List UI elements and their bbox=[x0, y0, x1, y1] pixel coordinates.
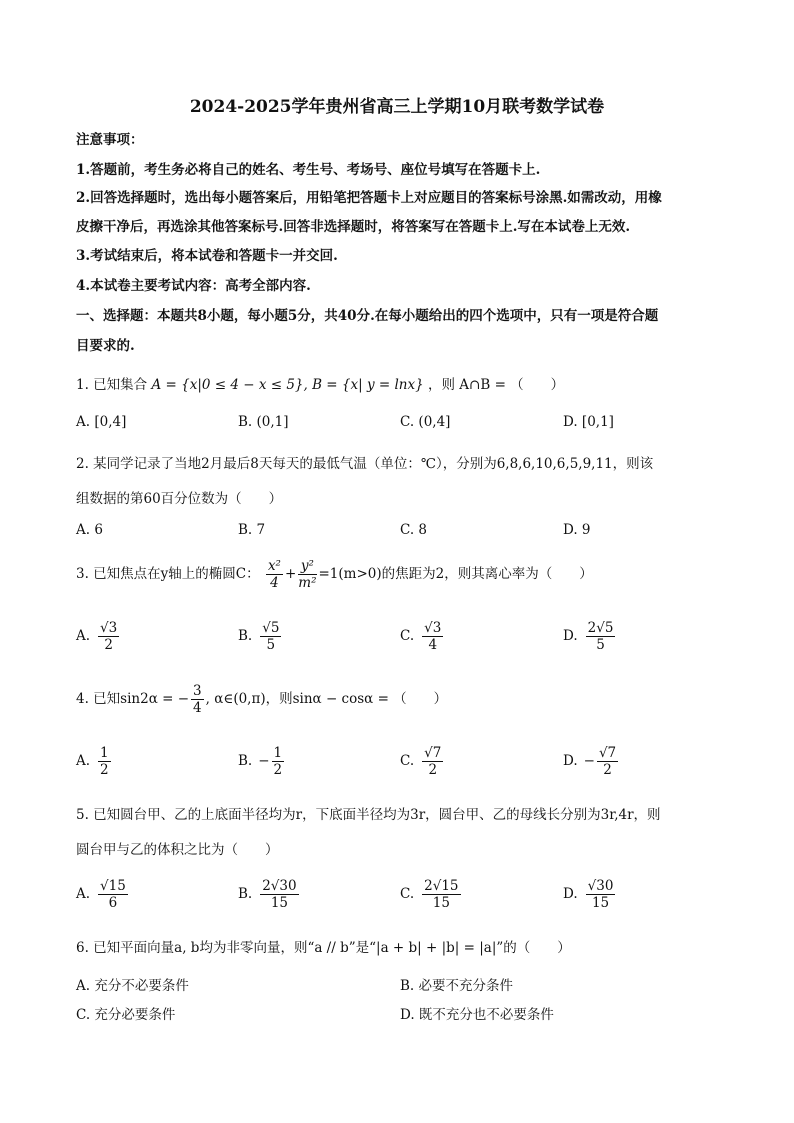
q5-c-den: 15 bbox=[432, 895, 450, 911]
q3-frac-x-den: 4 bbox=[270, 575, 279, 591]
q5-option-a[interactable] bbox=[76, 878, 130, 911]
q3-option-b[interactable] bbox=[238, 620, 283, 653]
q3-d-label: D. bbox=[563, 628, 578, 644]
q5-b-num: 2√30 bbox=[262, 878, 297, 894]
q6-option-c[interactable]: C. 充分必要条件 bbox=[76, 1007, 176, 1023]
question-3-stem: 3. 已知焦点在y轴上的椭圆C： $\frac{\text{x²}}{4}$ + $\frac{\text{y²}}{\text{m²}}$ =1(m>0)的焦距为2，则其离心率为（ ） bbox=[76, 558, 593, 591]
q4-option-b[interactable] bbox=[238, 745, 286, 778]
notice-item-4: 4.本试卷主要考试内容：高考全部内容. bbox=[76, 278, 311, 294]
q4-b-frac bbox=[272, 745, 285, 778]
q2-option-a[interactable]: A. 6 bbox=[76, 522, 103, 538]
q4-c-frac bbox=[422, 745, 443, 778]
notice-item-2-cont: 皮擦干净后，再选涂其他答案标号.回答非选择题时，将答案写在答题卡上.写在本试卷上无效. bbox=[76, 219, 631, 235]
q4-d-den: 2 bbox=[603, 762, 612, 778]
question-2-stem: 2. 某同学记录了当地2月最后8天每天的最低气温（单位：℃），分别为6,8,6,10,6,5,9,11，则该 bbox=[76, 456, 654, 472]
q4-c-label: C. bbox=[400, 753, 415, 769]
question-5-stem: 5. 已知圆台甲、乙的上底面半径均为r，下底面半径均为3r，圆台甲、乙的母线长分别为3r,4r，则 bbox=[76, 807, 661, 823]
q3-b-frac bbox=[260, 620, 281, 653]
q5-option-c[interactable] bbox=[400, 878, 463, 911]
q6-option-d[interactable]: D. 既不充分也不必要条件 bbox=[400, 1007, 554, 1023]
q1-math: A = {x|0 ≤ 4 − x ≤ 5}, B = {x| y = lnx} bbox=[151, 377, 424, 393]
q3-option-c[interactable] bbox=[400, 620, 445, 653]
q3-a-num: √3 bbox=[100, 620, 118, 636]
q6-option-a[interactable]: A. 充分不必要条件 bbox=[76, 978, 189, 994]
q4-b-sign: − bbox=[258, 753, 270, 769]
q4-post: , α∈(0,π)，则sinα − cosα = （ ） bbox=[205, 691, 448, 707]
q5-a-frac bbox=[98, 878, 128, 911]
q4-d-num: √7 bbox=[598, 745, 617, 761]
section-heading-cont: 目要求的. bbox=[76, 338, 135, 354]
q4-d-sign: − bbox=[583, 753, 595, 769]
q6-option-b[interactable]: B. 必要不充分条件 bbox=[400, 978, 514, 994]
q3-frac-y-den: m² bbox=[298, 575, 317, 591]
q4-option-d[interactable] bbox=[563, 745, 620, 778]
notice-item-2: 2.回答选择题时，选出每小题答案后，用铅笔把答题卡上对应题目的答案标号涂黑.如需改动，用橡 bbox=[76, 190, 662, 206]
q4-a-den: 2 bbox=[100, 762, 109, 778]
q3-option-d[interactable] bbox=[563, 620, 617, 653]
notice-item-1: 1.答题前，考生务必将自己的姓名、考生号、考场号、座位号填写在答题卡上. bbox=[76, 162, 541, 178]
q5-a-den: 6 bbox=[108, 895, 118, 911]
q3-option-a[interactable] bbox=[76, 620, 121, 653]
q4-frac-num: 3 bbox=[193, 683, 202, 699]
q4-b-num: 1 bbox=[273, 745, 283, 761]
question-4-stem bbox=[76, 683, 447, 716]
q4-d-frac bbox=[597, 745, 618, 778]
question-6-stem: 6. 已知平面向量a, b均为非零向量，则“a // b”是“|a + b| + |b| = |a|”的（ ） bbox=[76, 940, 571, 956]
q3-frac-x bbox=[266, 558, 283, 591]
q3-d-num: 2√5 bbox=[587, 620, 614, 636]
q3-frac-y-num: y² bbox=[298, 558, 316, 575]
q3-a-den: 2 bbox=[104, 637, 113, 653]
q3-pre: 3. 已知焦点在y轴上的椭圆C： bbox=[76, 566, 260, 582]
q3-c-label: C. bbox=[400, 628, 415, 644]
q3-a-label: A. bbox=[76, 628, 91, 644]
q4-pre: 4. 已知sin2α = − bbox=[76, 691, 190, 707]
q3-c-num: √3 bbox=[424, 620, 442, 636]
q3-d-den: 5 bbox=[596, 637, 605, 653]
q3-c-frac bbox=[422, 620, 443, 653]
q5-d-den: 15 bbox=[591, 895, 610, 911]
q5-d-label: D. bbox=[563, 886, 578, 902]
q5-option-d[interactable] bbox=[563, 878, 617, 911]
q1-option-b[interactable]: B. (0,1] bbox=[238, 414, 289, 430]
q5-b-label: B. bbox=[238, 886, 253, 902]
q5-c-num: 2√15 bbox=[424, 878, 459, 894]
q4-a-label: A. bbox=[76, 753, 91, 769]
q3-post: =1(m>0)的焦距为2，则其离心率为（ ） bbox=[318, 566, 593, 582]
q2-option-d[interactable]: D. 9 bbox=[563, 522, 591, 538]
notice-heading: 注意事项： bbox=[76, 132, 144, 148]
q4-option-a[interactable] bbox=[76, 745, 113, 778]
q3-b-num: √5 bbox=[262, 620, 280, 636]
q4-a-frac bbox=[98, 745, 111, 778]
q5-option-b[interactable] bbox=[238, 878, 301, 911]
q4-a-num: 1 bbox=[100, 745, 109, 761]
q5-c-frac bbox=[422, 878, 460, 911]
q5-b-den: 15 bbox=[270, 895, 288, 911]
q4-c-den: 2 bbox=[428, 762, 438, 778]
question-2-stem-cont: 组数据的第60百分位数为（ ） bbox=[76, 491, 283, 507]
q2-option-b[interactable]: B. 7 bbox=[238, 522, 266, 538]
q3-d-frac bbox=[586, 620, 616, 653]
q2-option-c[interactable]: C. 8 bbox=[400, 522, 428, 538]
q1-option-a[interactable]: A. [0,4] bbox=[76, 414, 127, 430]
q5-a-label: A. bbox=[76, 886, 91, 902]
section-heading: 一、选择题：本题共8小题，每小题5分，共40分.在每小题给出的四个选项中，只有一项是符合题 bbox=[76, 308, 659, 324]
q3-frac-y bbox=[298, 558, 316, 591]
q5-c-label: C. bbox=[400, 886, 415, 902]
q1-option-c[interactable]: C. (0,4] bbox=[400, 414, 451, 430]
q4-d-label: D. bbox=[563, 753, 578, 769]
q5-a-num: √15 bbox=[100, 878, 126, 894]
q4-b-den: 2 bbox=[273, 762, 283, 778]
q1-post: ，则 A∩B = （ ） bbox=[428, 377, 565, 393]
notice-item-3: 3.考试结束后，将本试卷和答题卡一并交回. bbox=[76, 248, 338, 264]
q4-c-num: √7 bbox=[424, 745, 442, 761]
q5-d-num: √30 bbox=[587, 878, 614, 894]
q3-a-frac bbox=[98, 620, 119, 653]
q3-b-den: 5 bbox=[266, 637, 276, 653]
q5-b-frac bbox=[260, 878, 298, 911]
q3-frac-x-num: x² bbox=[267, 558, 281, 574]
q3-b-label: B. bbox=[238, 628, 253, 644]
q4-frac bbox=[191, 683, 204, 716]
question-5-stem-cont: 圆台甲与乙的体积之比为（ ） bbox=[76, 842, 279, 858]
q4-option-c[interactable] bbox=[400, 745, 445, 778]
q1-option-d[interactable]: D. [0,1] bbox=[563, 414, 614, 430]
exam-title: 2024-2025学年贵州省高三上学期10月联考数学试卷 bbox=[189, 97, 605, 117]
question-1-stem bbox=[76, 375, 564, 395]
q3-c-den: 4 bbox=[428, 637, 438, 653]
q4-b-label: B. bbox=[238, 753, 253, 769]
q4-frac-den: 4 bbox=[193, 700, 202, 716]
q5-d-frac bbox=[586, 878, 616, 911]
q1-pre: 1. 已知集合 bbox=[76, 377, 148, 393]
